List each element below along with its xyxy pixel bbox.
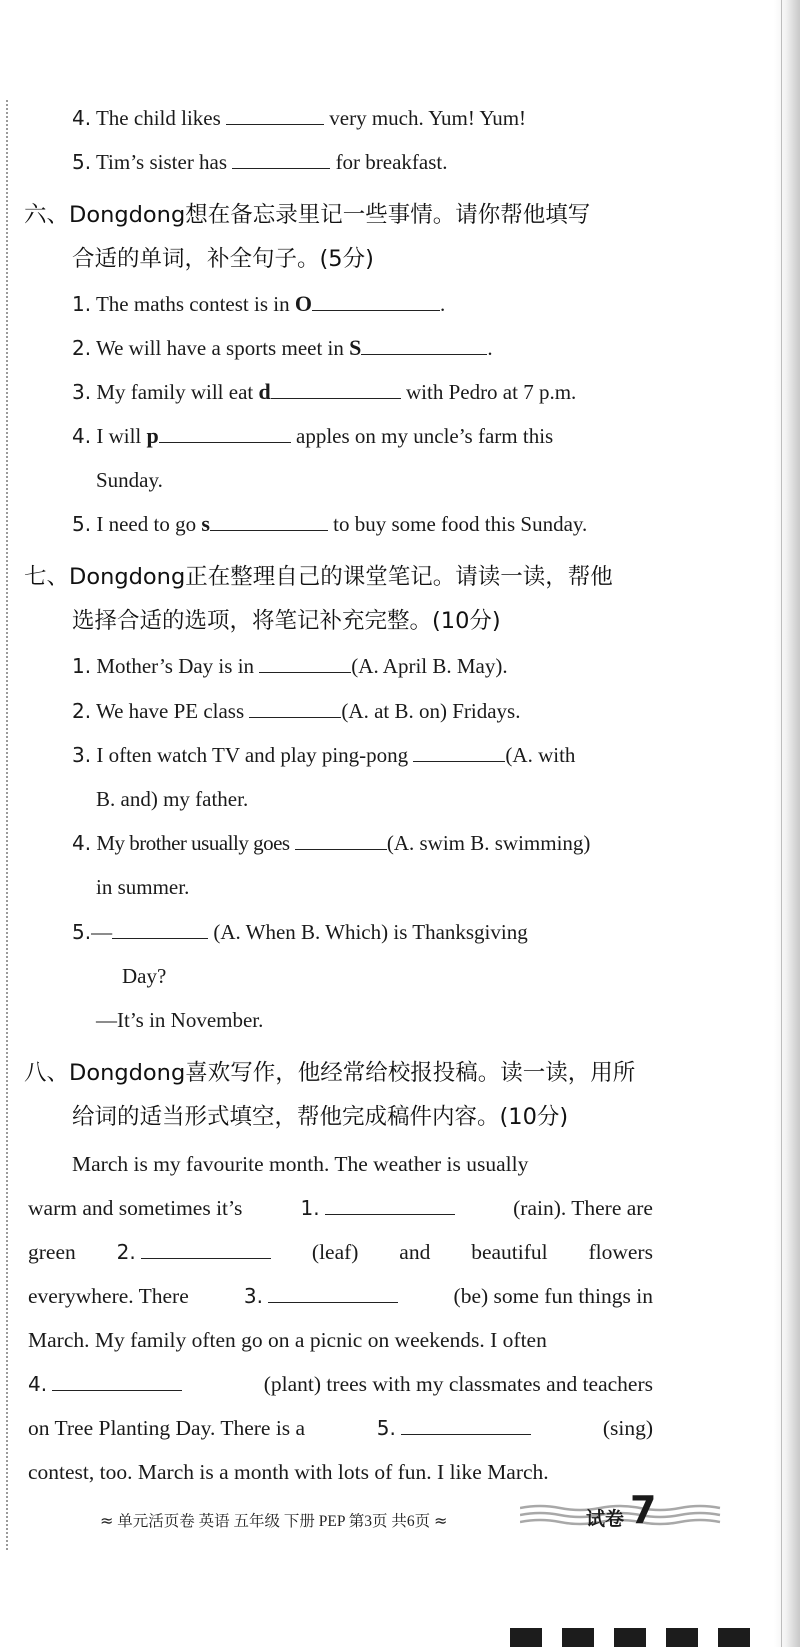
passage-line-5: March. My family often go on a picnic on weekends. I often xyxy=(28,1328,547,1352)
passage-blank-5[interactable] xyxy=(401,1414,531,1435)
answer-blank[interactable] xyxy=(249,697,341,718)
answer-blank[interactable] xyxy=(226,104,324,125)
question-4-top: 4. The child likes very much. Yum! Yum! xyxy=(72,106,527,130)
footer-label: 试卷 xyxy=(586,1508,625,1530)
section-6-question-2: 2. We will have a sports meet in S . xyxy=(72,335,493,360)
passage-blank-2[interactable] xyxy=(141,1238,271,1259)
answer-blank[interactable] xyxy=(210,510,328,531)
section-6-question-1: 1. The maths contest is in O . xyxy=(72,291,446,316)
section-7-question-4: 4. My brother usually goes (A. swim B. swimming) xyxy=(72,831,591,855)
section-6-question-3: 3. My family will eat d with Pedro at 7 p.m. xyxy=(72,379,577,404)
section-6-question-4-cont: Sunday. xyxy=(96,468,163,492)
answer-blank[interactable] xyxy=(259,652,351,673)
page-edge-line xyxy=(781,0,782,1647)
section-7-question-5-cont: Day? xyxy=(122,964,167,988)
section-7-question-4-cont: in summer. xyxy=(96,875,190,899)
footer-wave-stripes-icon xyxy=(520,1500,730,1530)
binding-dotted-line xyxy=(6,100,8,1550)
registration-mark xyxy=(562,1628,594,1647)
answer-blank[interactable] xyxy=(361,334,487,355)
passage-line-6: 4. (plant) trees with my classmates and teachers xyxy=(28,1372,653,1396)
section-7-title-cont: 选择合适的选项，将笔记补充完整。(10分) xyxy=(72,608,501,634)
answer-blank[interactable] xyxy=(413,741,505,762)
section-8-title: 八、Dongdong喜欢写作，他经常给校报投稿。读一读，用所 xyxy=(24,1060,636,1086)
wave-right-icon: ≈ xyxy=(434,1511,448,1530)
registration-mark xyxy=(614,1628,646,1647)
section-7-question-2: 2. We have PE class (A. at B. on) Fridays. xyxy=(72,699,521,723)
page-number: 7 xyxy=(630,1488,657,1532)
answer-blank[interactable] xyxy=(271,378,401,399)
answer-blank[interactable] xyxy=(112,918,208,939)
passage-line-1: March is my favourite month. The weather is usually xyxy=(72,1152,529,1176)
section-6-title: 六、Dongdong想在备忘录里记一些事情。请你帮他填写 xyxy=(24,202,591,228)
section-7-question-3: 3. I often watch TV and play ping-pong (A. with xyxy=(72,743,576,767)
section-7-question-5-answer: —It’s in November. xyxy=(96,1008,264,1032)
section-7-title: 七、Dongdong正在整理自己的课堂笔记。请读一读，帮他 xyxy=(24,564,613,590)
passage-line-8: contest, too. March is a month with lots of fun. I like March. xyxy=(28,1460,549,1484)
question-5-top: 5. Tim’s sister has for breakfast. xyxy=(72,150,448,174)
registration-mark xyxy=(666,1628,698,1647)
page-edge-shadow xyxy=(774,0,800,1647)
section-7-question-5: 5.— (A. When B. Which) is Thanksgiving xyxy=(72,920,528,944)
section-6-title-cont: 合适的单词，补全句子。(5分) xyxy=(72,246,374,272)
footer-info: ≈ 单元活页卷 英语 五年级 下册 PEP 第3页 共6页 ≈ xyxy=(100,1511,448,1530)
section-6-question-4: 4. I will p apples on my uncle’s farm this xyxy=(72,423,554,448)
passage-blank-1[interactable] xyxy=(325,1194,455,1215)
passage-line-7: on Tree Planting Day. There is a 5. (sing) xyxy=(28,1416,653,1440)
passage-line-4: everywhere. There 3. (be) some fun things in xyxy=(28,1284,653,1308)
passage-line-3: green 2. (leaf) and beautiful flowers xyxy=(28,1240,653,1264)
passage-blank-3[interactable] xyxy=(268,1282,398,1303)
section-6-question-5: 5. I need to go s to buy some food this Sunday. xyxy=(72,511,588,536)
registration-mark xyxy=(718,1628,750,1647)
section-8-title-cont: 给词的适当形式填空，帮他完成稿件内容。(10分) xyxy=(72,1104,569,1130)
section-7-question-1: 1. Mother’s Day is in (A. April B. May). xyxy=(72,654,508,678)
answer-blank[interactable] xyxy=(312,290,440,311)
answer-blank[interactable] xyxy=(232,148,330,169)
answer-blank[interactable] xyxy=(295,829,387,850)
section-7-question-3-cont: B. and) my father. xyxy=(96,787,249,811)
registration-mark xyxy=(510,1628,542,1647)
passage-blank-4[interactable] xyxy=(52,1370,182,1391)
wave-left-icon: ≈ xyxy=(100,1511,114,1530)
passage-line-2: warm and sometimes it’s 1. (rain). There are xyxy=(28,1196,653,1220)
answer-blank[interactable] xyxy=(159,422,291,443)
